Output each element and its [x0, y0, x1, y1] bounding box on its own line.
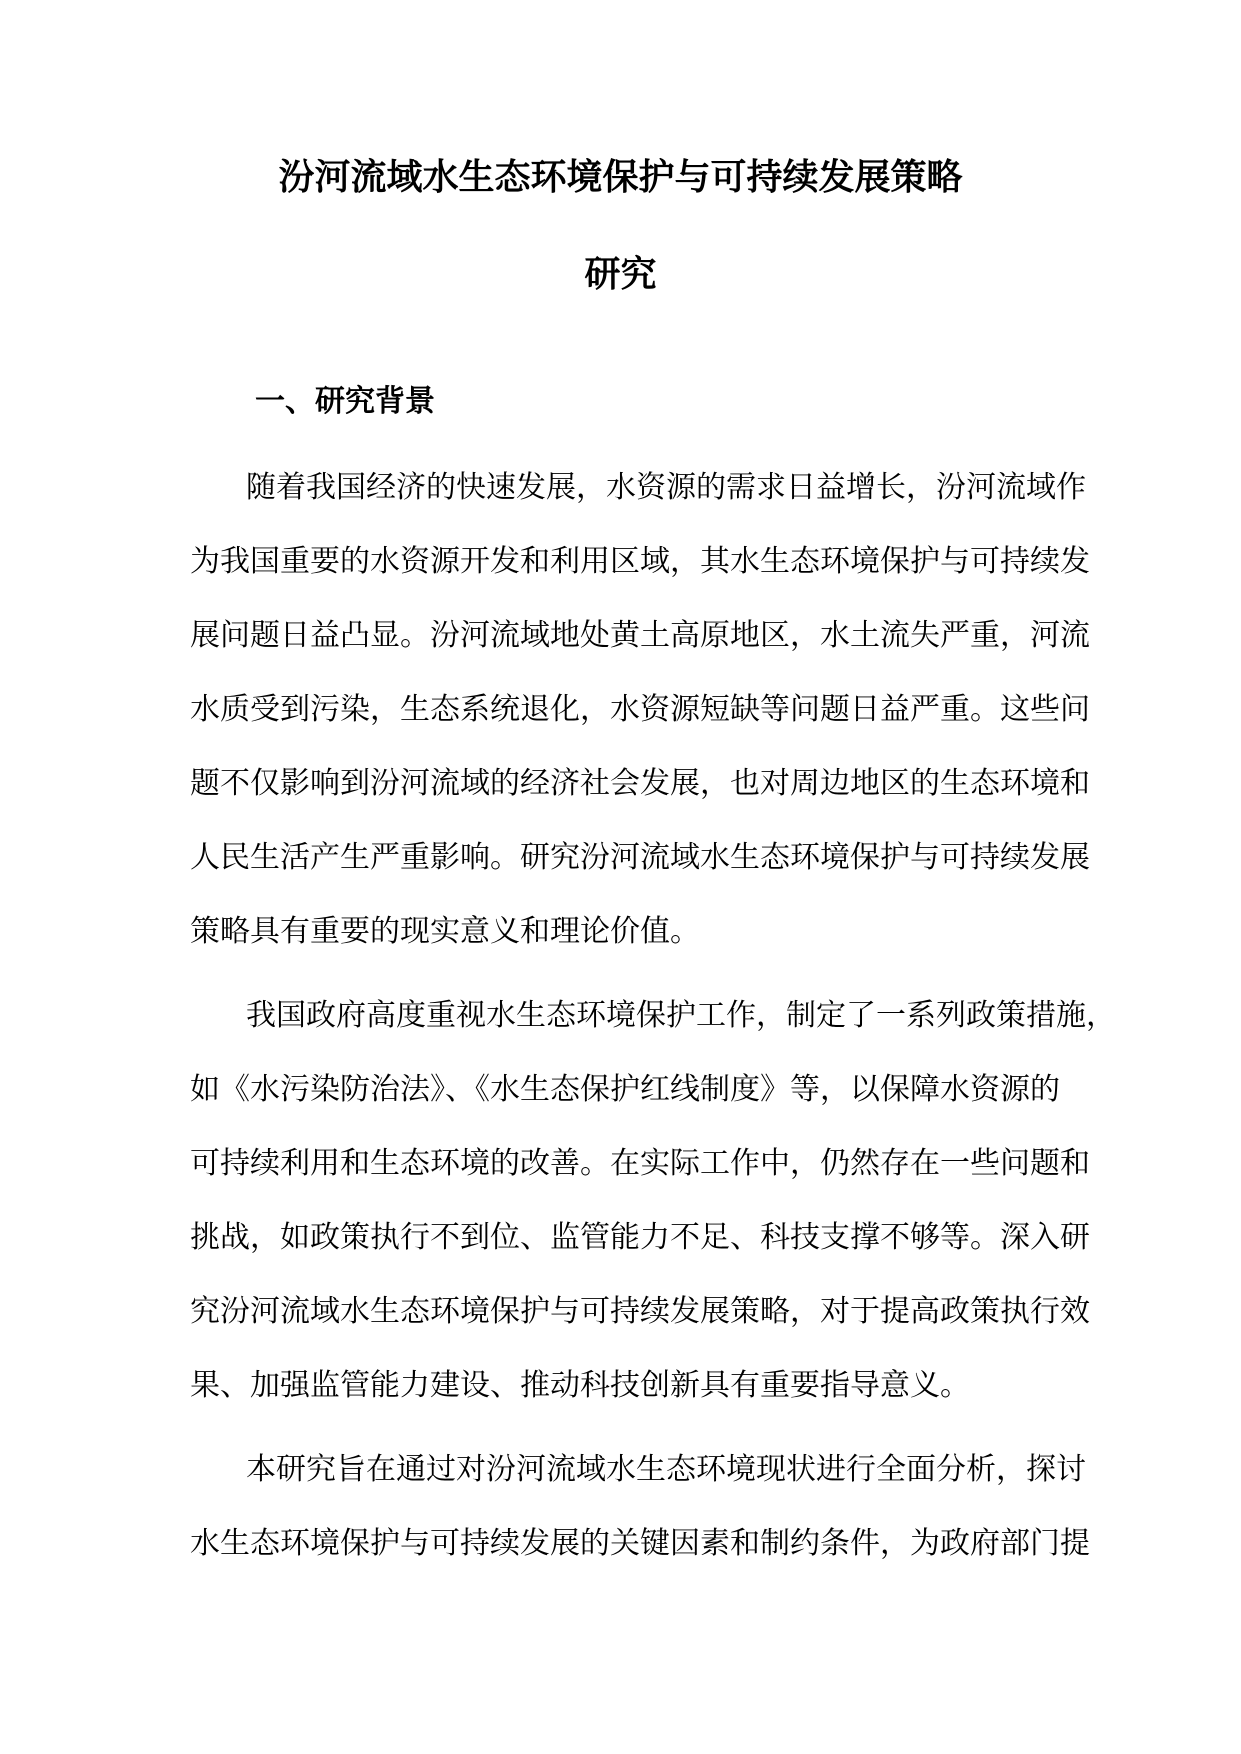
paragraph-1-line-4: 水质受到污染，生态系统退化，水资源短缺等问题日益严重。这些问 [190, 692, 1090, 727]
paragraph-1-line-1: 随着我国经济的快速发展，水资源的需求日益增长，汾河流域作 [246, 470, 1086, 505]
document-title-line-2: 研究 [584, 253, 657, 295]
paragraph-2-line-4: 挑战，如政策执行不到位、监管能力不足、科技支撑不够等。深入研 [190, 1220, 1090, 1255]
section-heading: 一、研究背景 [255, 384, 435, 419]
paragraph-1-line-5: 题不仅影响到汾河流域的经济社会发展，也对周边地区的生态环境和 [190, 766, 1090, 801]
paragraph-2-line-3: 可持续利用和生态环境的改善。在实际工作中，仍然存在一些问题和 [190, 1146, 1090, 1181]
paragraph-1-line-7: 策略具有重要的现实意义和理论价值。 [190, 914, 700, 949]
paragraph-1-line-3: 展问题日益凸显。汾河流域地处黄土高原地区，水土流失严重，河流 [190, 618, 1090, 653]
paragraph-2-line-5: 究汾河流域水生态环境保护与可持续发展策略，对于提高政策执行效 [190, 1294, 1090, 1329]
document-title-line-1: 汾河流域水生态环境保护与可持续发展策略 [278, 156, 963, 198]
paragraph-2-line-1: 我国政府高度重视水生态环境保护工作，制定了一系列政策措施， [246, 998, 1116, 1033]
paragraph-3-line-2: 水生态环境保护与可持续发展的关键因素和制约条件，为政府部门提 [190, 1526, 1090, 1561]
paragraph-1-line-6: 人民生活产生严重影响。研究汾河流域水生态环境保护与可持续发展 [190, 840, 1090, 875]
paragraph-3-line-1: 本研究旨在通过对汾河流域水生态环境现状进行全面分析，探讨 [246, 1452, 1086, 1487]
paragraph-1-line-2: 为我国重要的水资源开发和利用区域，其水生态环境保护与可持续发 [190, 544, 1090, 579]
paragraph-2-line-6: 果、加强监管能力建设、推动科技创新具有重要指导意义。 [190, 1368, 970, 1403]
paragraph-2-line-2: 如《水污染防治法》、《水生态保护红线制度》等，以保障水资源的 [190, 1072, 1060, 1107]
